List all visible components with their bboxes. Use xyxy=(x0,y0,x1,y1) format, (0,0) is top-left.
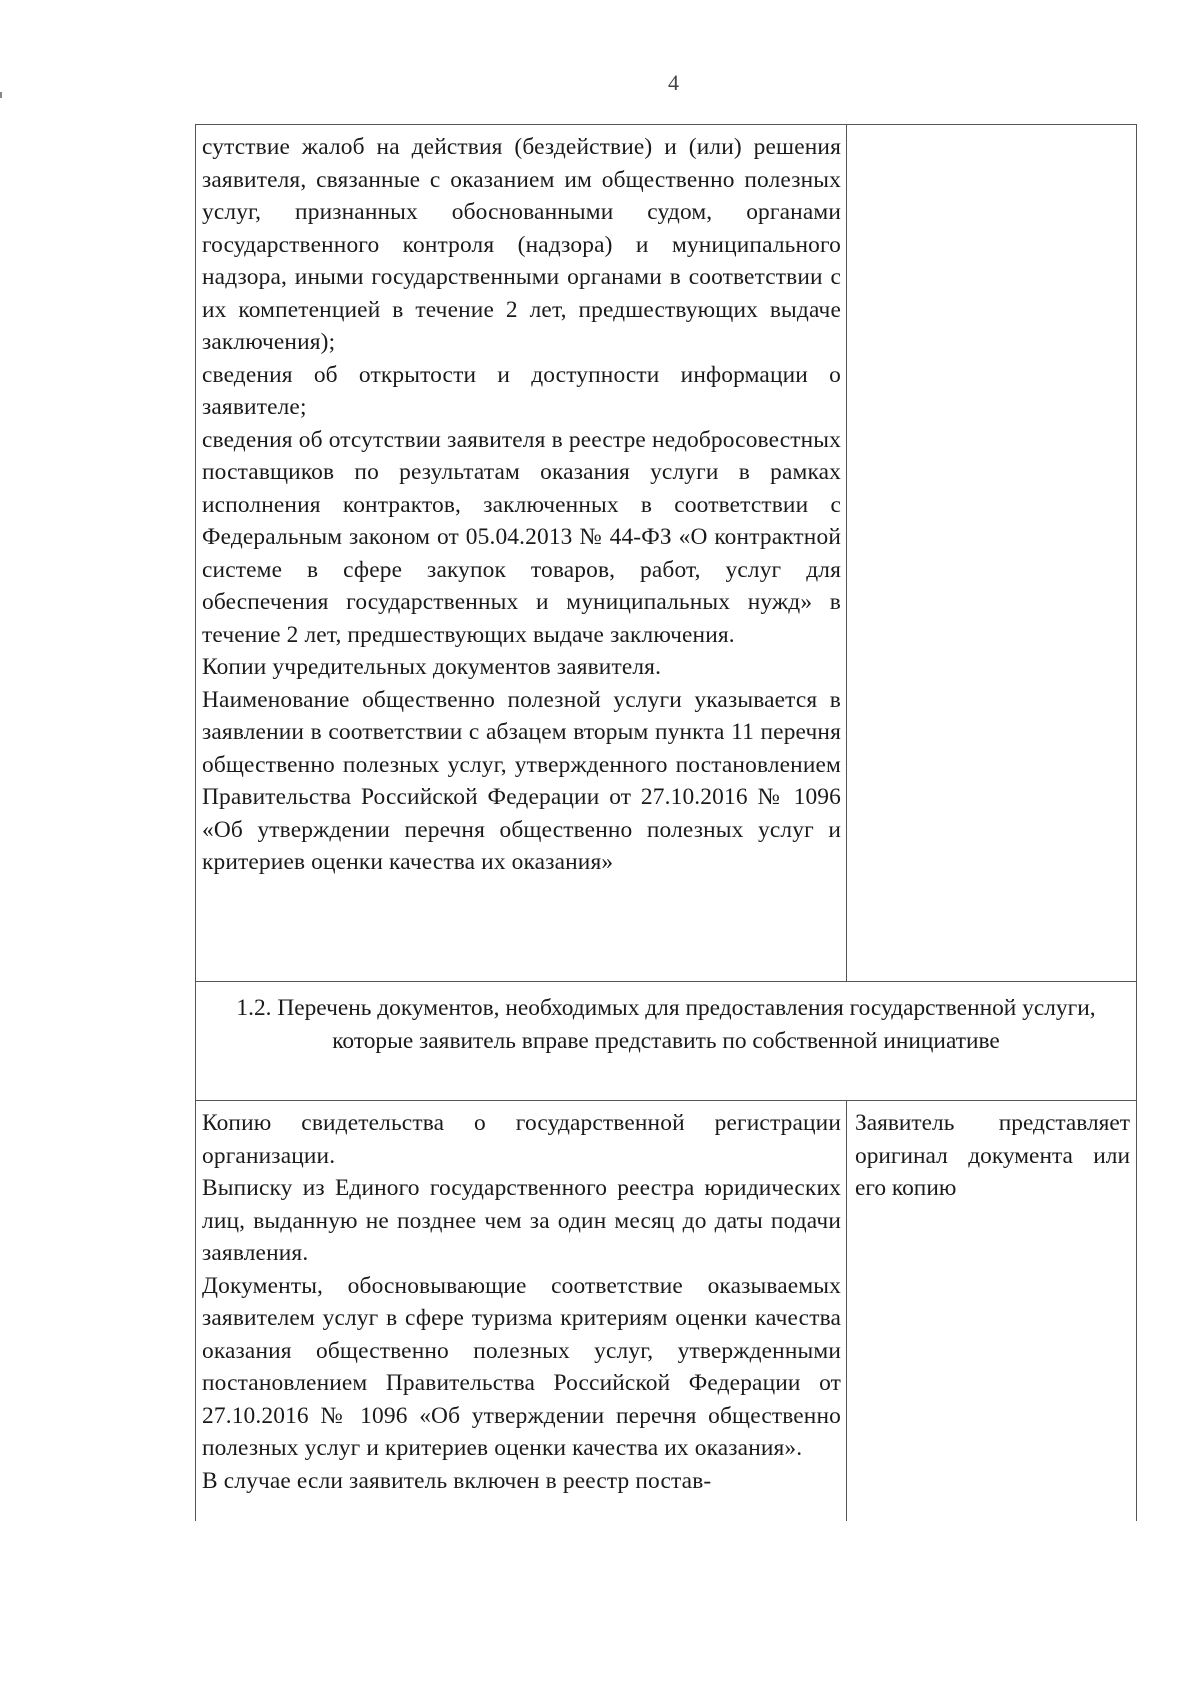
paragraph: Копии учредительных документов заявителя. xyxy=(202,654,662,680)
document-table xyxy=(195,124,1137,1521)
cell-text-block xyxy=(196,1101,846,1503)
section-heading: 1.2. Перечень документов, необходимых для предоставления государственной услуги, которые заявитель вправе представить по собственной инициативе xyxy=(236,995,1096,1054)
table-cell-heading xyxy=(196,982,1137,1101)
table-cell-left xyxy=(196,125,847,982)
table-cell-left xyxy=(196,1101,847,1522)
cell-note xyxy=(847,125,1136,137)
paragraph: сведения об открытости и доступности информации о заявителе; xyxy=(202,361,841,420)
paragraph: сутствие жалоб на действия (бездействие) и (или) решения заявителя, связанные с оказанием им общественно полезных услуг, признанных обоснованными судом, органами государственного контроля (надзора) и муниципального надзора, иными государственными органами в соответствии с их компетенцией в течение 2 лет, предшествующих выдаче заключения); xyxy=(202,134,841,355)
paragraph: сведения об отсутствии заявителя в реестре недобросовестных поставщиков по результатам оказания услуги в рамках исполнения контрактов, заключенных в соответствии с Федеральным законом от 05.04.2013 № 44-ФЗ «О контрактной системе в сфере закупок товаров, работ, услуг для обеспечения государственных и муниципальных нужд» в течение 2 лет, предшествующих выдаче заключения. xyxy=(202,426,841,648)
cell-text-block xyxy=(196,125,846,885)
table-cell-right xyxy=(847,1101,1137,1522)
section-heading-row xyxy=(196,982,1137,1101)
paragraph: В случае если заявитель включен в реестр постав- xyxy=(202,1467,712,1494)
table-row xyxy=(196,1101,1137,1522)
page-number: 4 xyxy=(668,70,679,95)
table-row xyxy=(196,125,1137,982)
cell-note: Заявитель представляет оригинал документа или его копию xyxy=(855,1110,1130,1201)
paragraph: Выписку из Единого государственного реестра юридических лиц, выданную не позднее чем за один месяц до даты подачи заявления. xyxy=(202,1175,841,1266)
paragraph: Копию свидетельства о государственной регистрации организации. xyxy=(202,1110,841,1169)
paragraph: Документы, обосновывающие соответствие оказываемых заявителем услуг в сфере туризма критериям оценки качества оказания общественно полезных услуг, утвержденными постановлением Правительства Российской Федерации от 27.10.2016 № 1096 «Об утверждении перечня общественно полезных услуг и критериев оценки качества их оказания». xyxy=(202,1272,841,1461)
paragraph: Наименование общественно полезной услуги указывается в заявлении в соответствии с абзацем вторым пункта 11 перечня общественно полезных услуг, утвержденного постановлением Правительства Российской Федерации от 27.10.2016 № 1096 «Об утверждении перечня общественно полезных услуг и критериев оценки качества их оказания» xyxy=(202,686,841,875)
table-cell-right xyxy=(847,125,1137,982)
